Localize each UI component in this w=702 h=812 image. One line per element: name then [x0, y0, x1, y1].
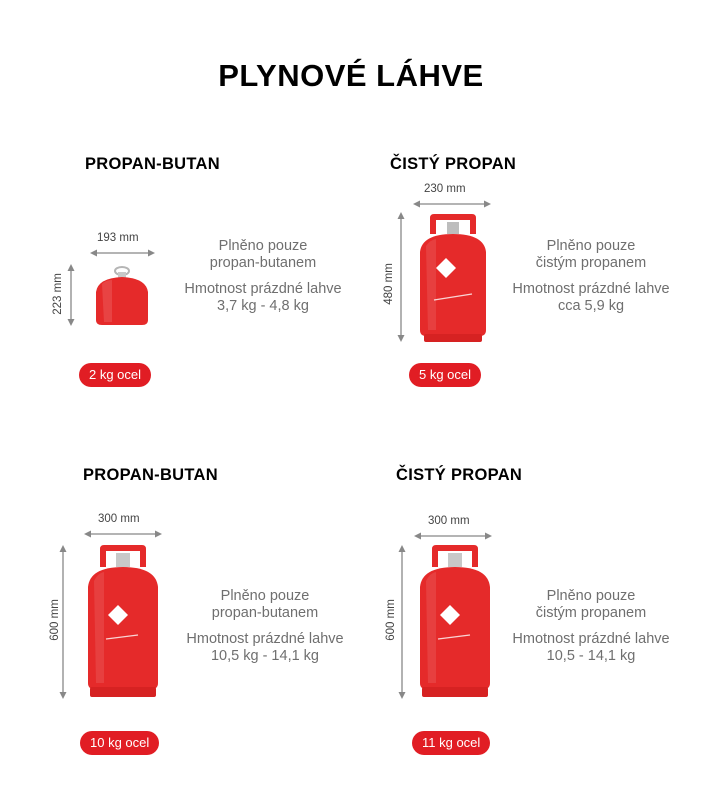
width-arrow-icon [84, 529, 162, 539]
width-label: 300 mm [98, 513, 140, 525]
width-label: 230 mm [424, 183, 466, 195]
weight-badge: 2 kg ocel [79, 363, 151, 387]
card-title: ČISTÝ PROPAN [396, 466, 523, 484]
description: Plněno pouze propan-butanem Hmotnost prázdné lahve 3,7 kg - 4,8 kg [184, 238, 342, 314]
weight-badge: 11 kg ocel [412, 731, 490, 755]
weight-badge: 10 kg ocel [80, 731, 159, 755]
height-label: 600 mm [384, 599, 397, 641]
gas-bottle-icon [92, 262, 152, 326]
height-arrow-icon [58, 545, 68, 699]
width-label: 193 mm [97, 232, 139, 244]
height-label: 600 mm [48, 599, 61, 641]
card-title: PROPAN-BUTAN [83, 466, 218, 484]
width-arrow-icon [90, 248, 155, 258]
description: Plněno pouze čistým propanem Hmotnost prázdné lahve 10,5 - 14,1 kg [512, 588, 670, 664]
description: Plněno pouze čistým propanem Hmotnost prázdné lahve cca 5,9 kg [512, 238, 670, 314]
gas-bottle-icon [416, 212, 490, 344]
height-arrow-icon [66, 264, 76, 326]
description: Plněno pouze propan-butanem Hmotnost prázdné lahve 10,5 kg - 14,1 kg [186, 588, 344, 664]
weight-badge: 5 kg ocel [409, 363, 481, 387]
height-label: 223 mm [51, 273, 64, 315]
card-title: ČISTÝ PROPAN [390, 155, 517, 173]
gas-bottle-icon [416, 543, 494, 699]
card-title: PROPAN-BUTAN [85, 155, 220, 173]
width-arrow-icon [413, 199, 491, 209]
height-arrow-icon [397, 545, 407, 699]
width-arrow-icon [414, 531, 492, 541]
height-arrow-icon [396, 212, 406, 342]
page-title: PLYNOVÉ LÁHVE [218, 58, 484, 93]
gas-bottle-icon [84, 543, 162, 699]
height-label: 480 mm [382, 263, 395, 305]
width-label: 300 mm [428, 515, 470, 527]
